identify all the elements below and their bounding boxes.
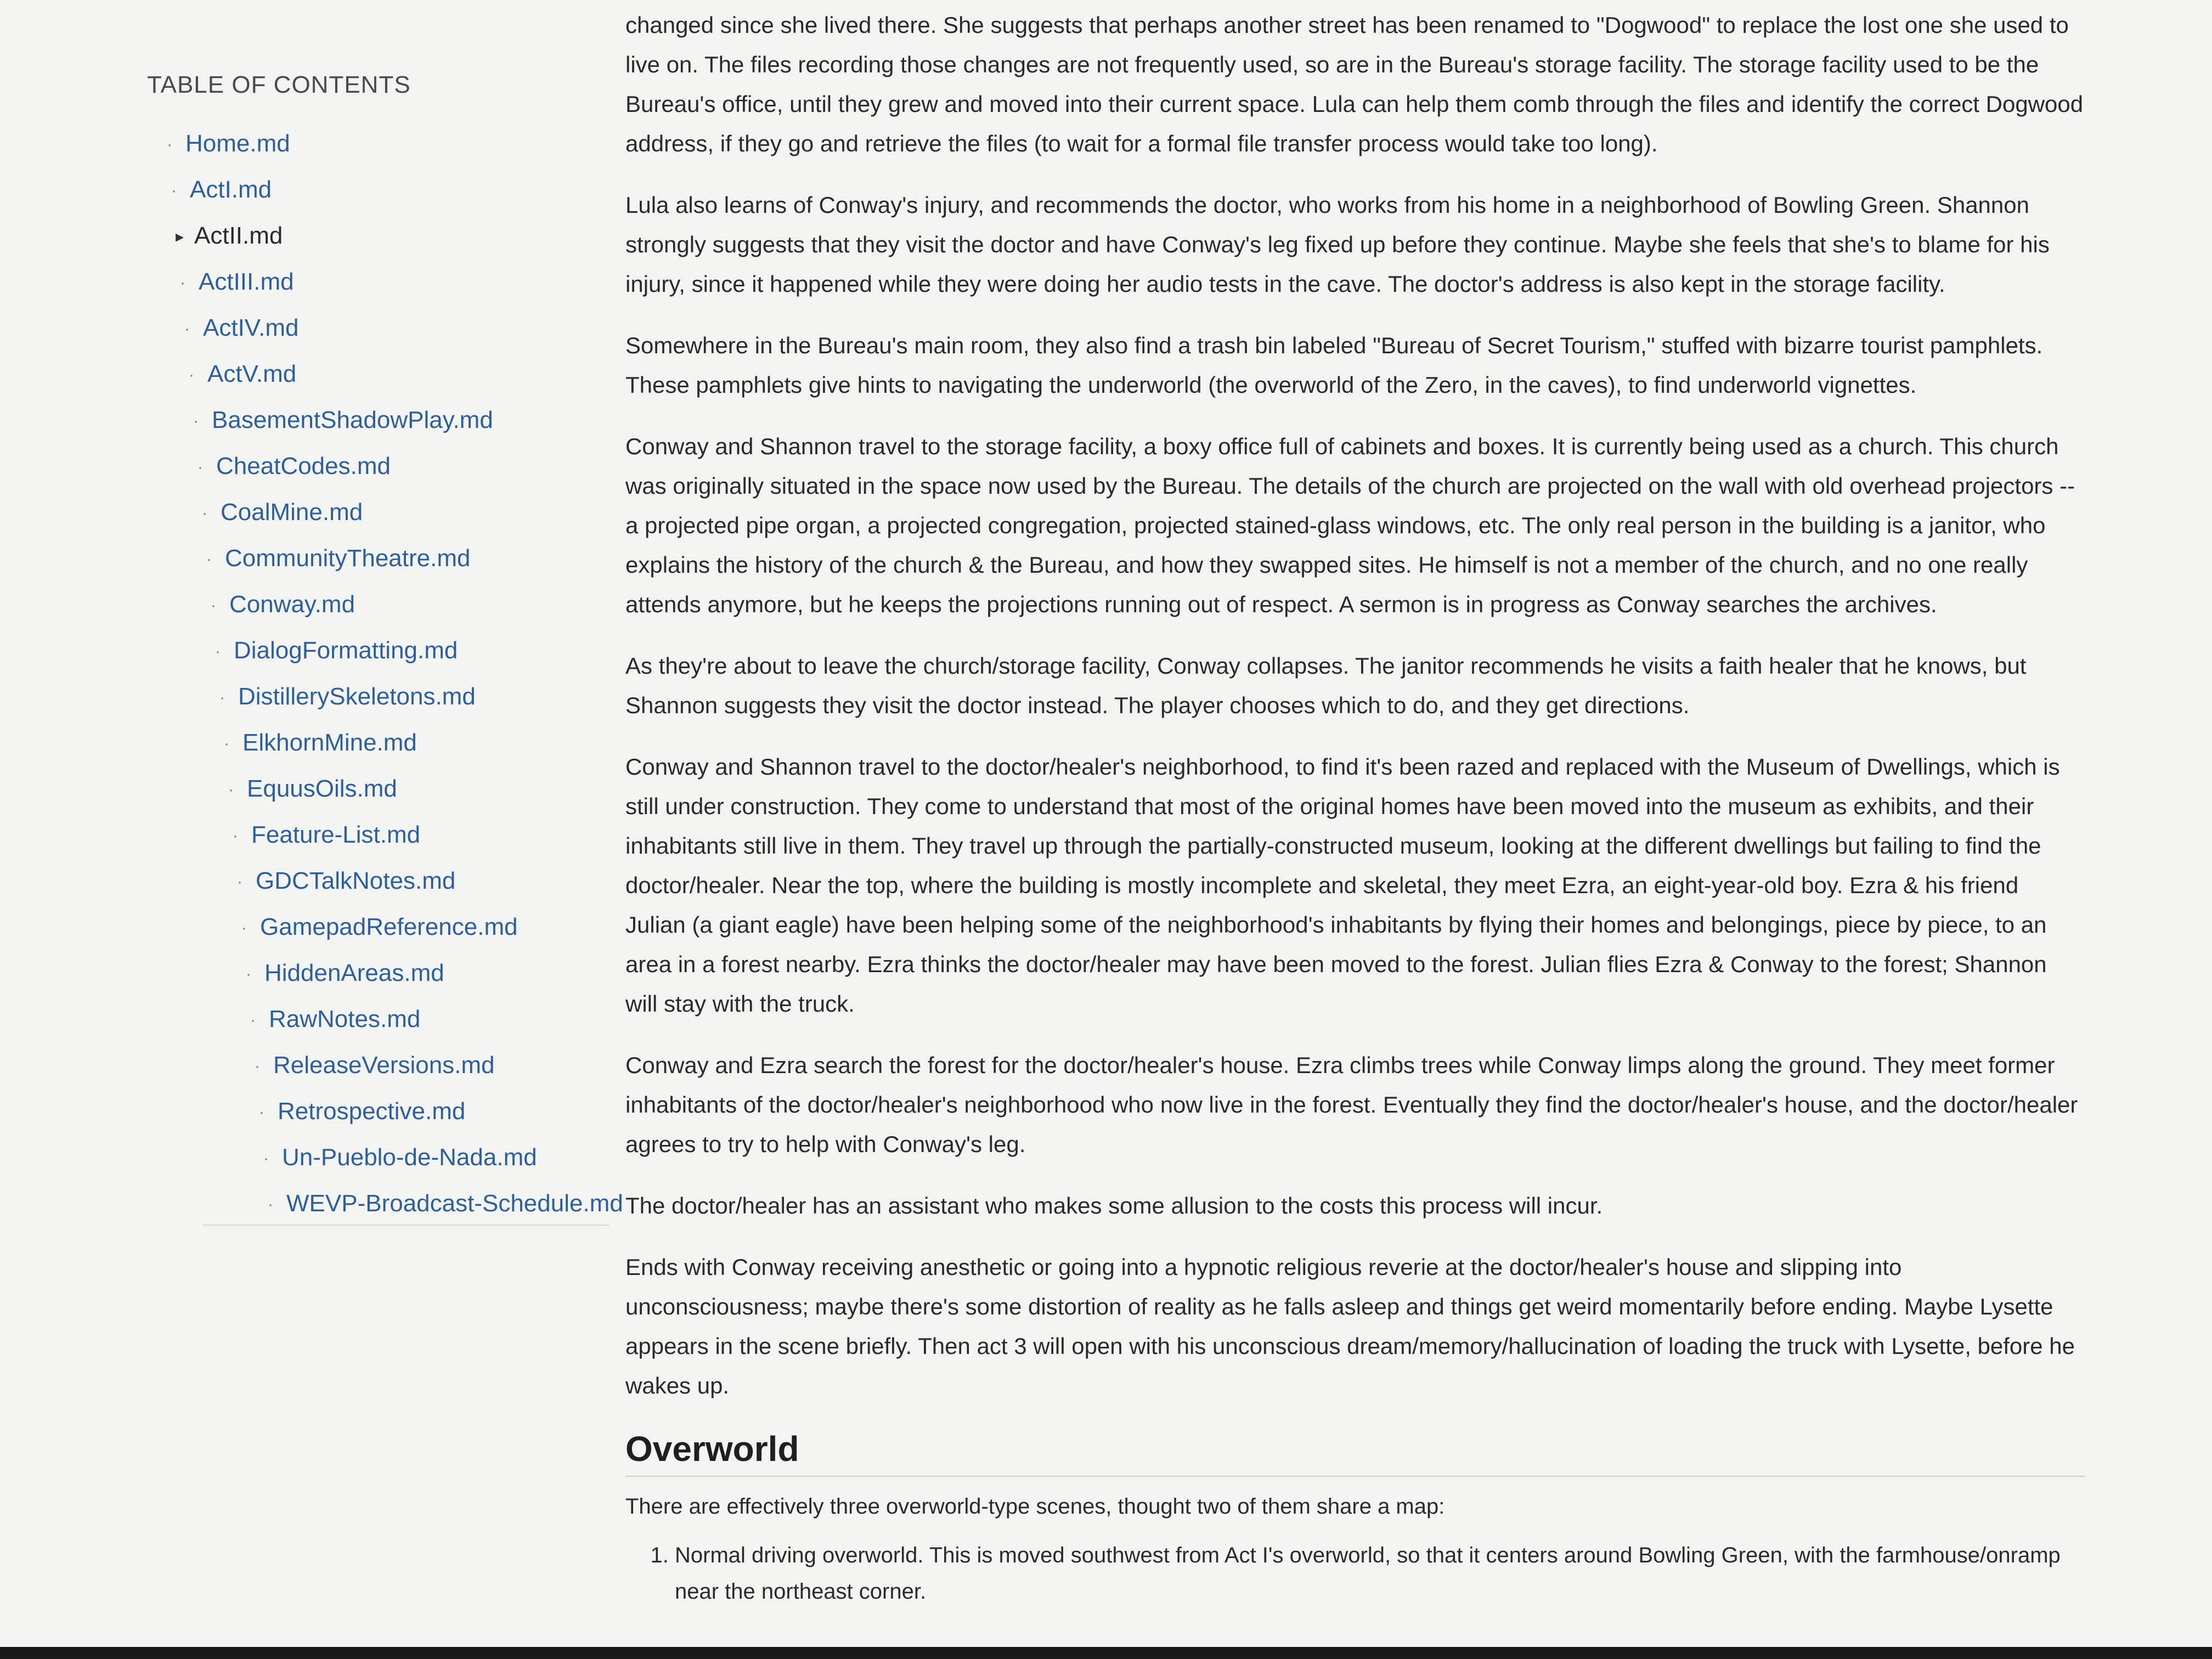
list-dot-icon: · [202,504,207,523]
toc-link-releaseversions[interactable] [147,1042,619,1088]
toc-link-hiddenareas[interactable] [147,950,619,996]
overworld-list-item: 1. Normal driving overworld. This is moved southwest from Act I's overworld, so that it centers around Bowling Green, with the farmhouse/onramp near the northeast corner. [675,1537,2085,1610]
toc-list [147,121,623,1227]
list-dot-icon: · [167,136,172,154]
list-dot-icon: · [180,274,185,292]
toc-link-label: BasementShadowPlay.md [212,407,493,433]
article-paragraph: Conway and Shannon travel to the storage facility, a boxy office full of cabinets and boxes. It is currently being used as a church. This church was originally situated in the space now used by the Bureau. The details of the church are projected on the wall with old overhead projectors -- a projected pipe organ, a projected congregation, projected stained-glass windows, etc. The only real person in the building is a janitor, who explains the history of the church & the Bureau, and how they swapped sites. He himself is not a member of the church, and no one really attends anymore, but he keeps the projections running out of respect. A sermon is in progress as Conway searches the archives. [625,433,2075,617]
article-paragraph: Somewhere in the Bureau's main room, they also find a trash bin labeled "Bureau of Secret Tourism," stuffed with bizarre tourist pamphlets. These pamphlets give hints to navigating the underworld (the overworld of the Zero, in the caves), to find underworld vignettes. [625,332,2043,398]
table-of-contents [147,71,623,1227]
article-paragraph: The doctor/healer has an assistant who makes some allusion to the costs this process will incur. [625,1193,1603,1218]
article-paragraphs [625,5,2085,1406]
toc-link-un-pueblo-de-nada[interactable] [147,1135,619,1181]
toc-link-label: CommunityTheatre.md [225,545,471,572]
list-dot-icon: · [211,596,216,615]
toc-link-label: Conway.md [229,591,356,618]
list-dot-icon: · [233,827,238,845]
article-paragraph: changed since she lived there. She suggests that perhaps another street has been renamed to "Dogwood" to replace the lost one she used to live on. The files recording those changes are not frequently used, so are in the Bureau's storage facility. The storage facility used to be the Bureau's office, until they grew and moved into their current space. Lula can help them comb through the files and identify the correct Dogwood address, if they go and retrieve the files (to wait for a formal file transfer process would take too long). [625,12,2084,156]
toc-link-cheatcodes[interactable] [147,443,619,489]
toc-link-label: Un-Pueblo-de-Nada.md [282,1144,537,1171]
list-dot-icon: · [219,689,225,707]
toc-link-label: CoalMine.md [221,499,363,526]
article-paragraph: Conway and Ezra search the forest for the doctor/healer's house. Ezra climbs trees while Conway limps along the ground. They meet former inhabitants of the doctor/healer's neighborhood who now live in the forest. Eventually they find the doctor/healer's house, and the doctor/healer agrees to try to help with Conway's leg. [625,1052,2078,1157]
toc-link-label: ActIV.md [203,314,299,341]
toc-link-label: Home.md [185,130,290,157]
toc-link-label: ReleaseVersions.md [273,1052,495,1079]
section-heading-overworld: Overworld [625,1427,2085,1477]
toc-link-label: Retrospective.md [278,1098,466,1125]
toc-link-feature-list[interactable] [147,812,619,858]
list-dot-icon: · [255,1057,260,1076]
toc-link-wevp-broadcast-schedule[interactable] [147,1181,623,1227]
list-dot-icon: · [206,550,212,569]
list-dot-icon: · [171,182,177,200]
toc-link-home[interactable] [147,121,619,167]
active-triangle-icon: ▸ [176,228,184,246]
list-dot-icon: · [263,1149,269,1168]
list-dot-icon: · [237,873,242,891]
toc-link-conway[interactable] [147,582,619,628]
article-content [625,5,2085,1610]
toc-link-label: GamepadReference.md [260,913,518,940]
list-dot-icon: · [268,1195,273,1214]
toc-link-basementshadowplay[interactable] [147,397,619,443]
list-dot-icon: · [228,781,234,799]
toc-link-label: ActI.md [190,176,272,203]
toc-link-label: DialogFormatting.md [234,637,458,664]
toc-link-label: EquusOils.md [247,775,397,802]
toc-link-label: Feature-List.md [251,821,421,848]
toc-link-acti[interactable] [147,167,619,213]
overworld-list [625,1537,2085,1610]
toc-link-activ[interactable] [147,305,619,351]
list-dot-icon: · [224,735,229,753]
toc-link-label: ElkhornMine.md [242,729,417,756]
toc-link-label: CheatCodes.md [216,453,391,479]
article-paragraph: Lula also learns of Conway's injury, and recommends the doctor, who works from his home in a neighborhood of Bowling Green. Shannon strongly suggests that they visit the doctor and have Conway's leg fixed up before they continue. Maybe she feels that she's to blame for his injury, since it happened while they were doing her audio tests in the cave. The doctor's address is also kept in the storage facility. [625,192,2050,297]
toc-link-distilleryskeletons[interactable] [147,674,619,720]
toc-divider [203,1224,609,1226]
list-dot-icon: · [215,642,221,661]
toc-link-actiii[interactable] [147,259,619,305]
list-dot-icon: · [184,320,190,338]
toc-link-label: GDCTalkNotes.md [256,867,456,894]
toc-link-label: DistillerySkeletons.md [238,683,476,710]
toc-link-label: ActII.md [194,222,283,249]
list-dot-icon: · [189,366,194,385]
toc-link-label: HiddenAreas.md [264,960,444,986]
toc-link-label: RawNotes.md [269,1006,421,1032]
toc-link-communitytheatre[interactable] [147,535,619,582]
list-dot-icon: · [246,965,251,984]
list-dot-icon: · [241,919,247,938]
list-dot-icon: · [259,1103,264,1122]
screen-bezel-edge [0,1647,2212,1659]
list-dot-icon: · [193,412,199,431]
toc-link-gdctalknotes[interactable] [147,858,619,904]
toc-link-label: WEVP-Broadcast-Schedule.md [286,1190,623,1217]
toc-link-equusoils[interactable] [147,766,619,812]
list-dot-icon: · [250,1011,256,1030]
toc-link-label: ActV.md [207,360,297,387]
toc-link-retrospective[interactable] [147,1088,619,1135]
toc-link-rawnotes[interactable] [147,996,619,1042]
article-paragraph: As they're about to leave the church/storage facility, Conway collapses. The janitor recommends he visits a faith healer that he knows, but Shannon suggests they visit the doctor instead. The player chooses which to do, and they get directions. [625,653,2027,718]
toc-link-elkhornmine[interactable] [147,720,619,766]
section-intro: There are effectively three overworld-type scenes, thought two of them share a map: [625,1494,1445,1519]
toc-link-coalmine[interactable] [147,489,619,535]
toc-link-actii[interactable] [147,213,619,259]
list-dot-icon: · [198,458,203,477]
toc-link-label: ActIII.md [199,268,294,295]
article-paragraph: Ends with Conway receiving anesthetic or going into a hypnotic religious reverie at the doctor/healer's house and slipping into unconsciousness; maybe there's some distortion of reality as he falls asleep and things get weird momentarily before ending. Maybe Lysette appears in the scene briefly. Then act 3 will open with his unconscious dream/memory/hallucination of loading the truck with Lysette, before he wakes up. [625,1254,2075,1398]
toc-heading: TABLE OF CONTENTS [147,71,411,98]
toc-link-gamepadreference[interactable] [147,904,619,950]
toc-link-dialogformatting[interactable] [147,628,619,674]
toc-link-actv[interactable] [147,351,619,397]
article-paragraph: Conway and Shannon travel to the doctor/healer's neighborhood, to find it's been razed and replaced with the Museum of Dwellings, which is still under construction. They come to understand that most of the original homes have been moved into the museum as exhibits, and their inhabitants still live in them. They travel up through the partially-constructed museum, looking at the different dwellings but failing to find the doctor/healer. Near the top, where the building is mostly incomplete and skeletal, they meet Ezra, an eight-year-old boy. Ezra & his friend Julian (a giant eagle) have been helping some of the neighborhood's inhabitants by flying their homes and belongings, piece by piece, to an area in a forest nearby. Ezra thinks the doctor/healer may have been moved to the forest. Julian flies Ezra & Conway to the forest; Shannon will stay with the truck. [625,754,2060,1017]
